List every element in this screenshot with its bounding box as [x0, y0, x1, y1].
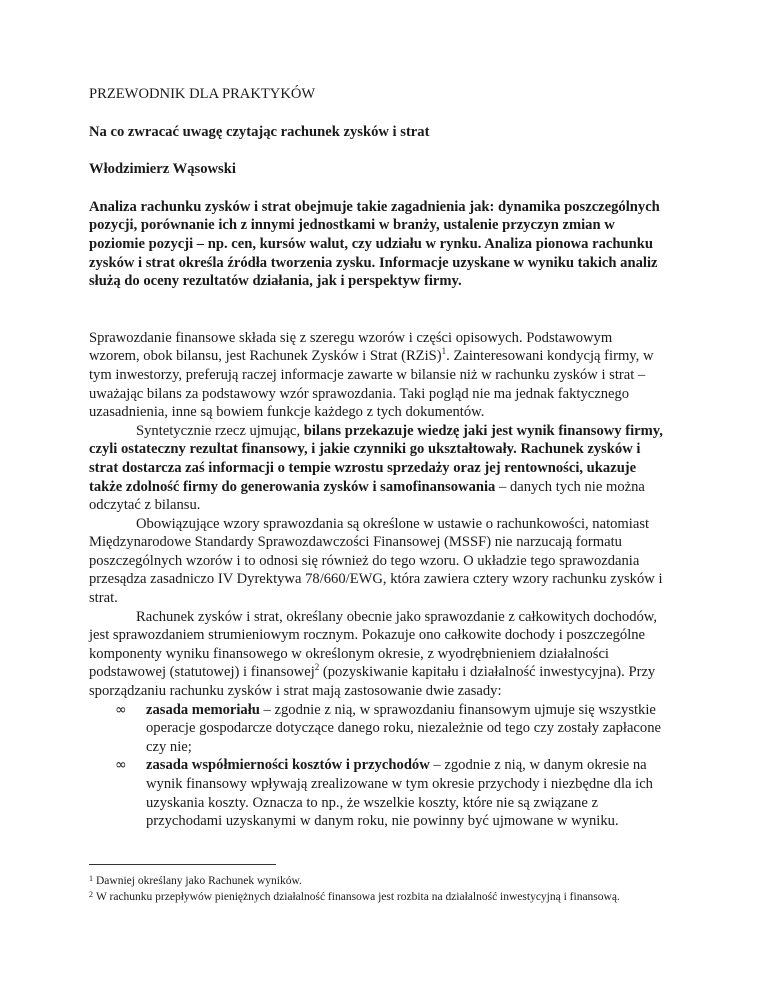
- footnotes: [89, 864, 689, 905]
- paragraph-1: [89, 329, 664, 422]
- principles-list: [89, 701, 664, 831]
- list-item-text: – zgodnie z nią, w sprawozdaniu finansowym ujmuje się wszystkie operacje gospodarcze dotyczące danego roku, niezależnie od tego czy zostały zapłacone czy nie;: [146, 701, 661, 755]
- footnote-ref-2[interactable]: 2: [314, 662, 320, 673]
- list-item: [115, 701, 664, 757]
- paragraph-4-text-a: Rachunek zysków i strat, określany obecnie jako sprawozdanie z całkowitych dochodów, jest sprawozdaniem strumieniowym rocznym. Pokazuje ono całkowite dochody i poszczególne komponenty wyniku finansowego w określonym okresie, z wyodrębnieniem działalności podstawowej (statutowej) i finansowej: [89, 608, 658, 681]
- section-header: PRZEWODNIK DLA PRAKTYKÓW: [89, 86, 316, 102]
- paragraph-1-text-b: . Zainteresowani kondycją firmy, w tym inwestorzy, preferują raczej informacje zawarte w bilansie niż w rachunku zysków i strat – uważając bilans za podstawowy wzór sprawozdania. Taki pogląd nie ma jednak faktycznego uzasadnienia, inne są bowiem funkcje każdego z tych dokumentów.: [89, 348, 654, 421]
- infinity-bullet-icon: ∞: [115, 701, 127, 718]
- paragraph-4: [89, 608, 664, 701]
- footnote-number: 1: [89, 874, 93, 883]
- abstract: Analiza rachunku zysków i strat obejmuje takie zagadnienia jak: dynamika poszczególnych pozycji, porównanie ich z innymi jednostkami w branży, ustalenie przyczyn zmian w poziomie pozycji – np. cen, kursów walut, czy udziału w rynku. Analiza pionowa rachunku zysków i strat określa źródła tworzenia zysku. Informacje uzyskane w wyniku takich analiz służą do oceny rezultatów działania, jak i perspektyw firmy.: [89, 198, 660, 290]
- paragraph-2-text-a: Syntetycznie rzecz ujmując,: [136, 422, 304, 439]
- footnote-divider: [89, 864, 276, 865]
- footnote-ref-1[interactable]: 1: [441, 346, 447, 357]
- infinity-bullet-icon: ∞: [115, 757, 127, 774]
- footnote-2: [89, 889, 689, 905]
- paragraph-2-text-c: – danych tych nie można odczytać z bilansu.: [89, 478, 645, 514]
- footnote-text: Dawniej określany jako Rachunek wyników.: [96, 875, 302, 887]
- paragraph-1-text-a: Sprawozdanie finansowe składa się z szeregu wzorów i części opisowych. Podstawowym wzorem, obok bilansu, jest Rachunek Zysków i Strat (RZiS): [89, 329, 613, 365]
- article-title: Na co zwracać uwagę czytając rachunek zysków i strat: [89, 123, 430, 140]
- list-item-text: – zgodnie z nią, w danym okresie na wynik finansowy wpływają zrealizowane w tym okresie przychody i niezbędne dla ich uzyskania koszty. Oznacza to np., że wszelkie koszty, które nie są związane z przychodami uzyskanymi w danym roku, nie powinny być ujmowane w wyniku.: [146, 757, 653, 830]
- footnote-number: 2: [89, 890, 93, 899]
- author-name: Włodzimierz Wąsowski: [89, 161, 236, 178]
- footnote-text: W rachunku przepływów pieniężnych działalność finansowa jest rozbita na działalność inwestycyjną i finansową.: [96, 891, 620, 903]
- list-item-bold: zasada memoriału: [146, 701, 260, 718]
- footnote-1: [89, 873, 689, 889]
- paragraph-2: [89, 422, 664, 515]
- list-item-bold: zasada współmierności kosztów i przychodów: [146, 757, 430, 774]
- paragraph-3: Obowiązujące wzory sprawozdania są określone w ustawie o rachunkowości, natomiast Międzynarodowe Standardy Sprawozdawczości Finansowej (MSSF) nie narzucają formatu poszczególnych wzorów i to odnosi się również do tego wzoru. O układzie tego sprawozdania przesądza zasadniczo IV Dyrektywa 78/660/EWG, która zawiera cztery wzory rachunku zysków i strat.: [89, 515, 663, 607]
- paragraph-4-text-b: (pozyskiwanie kapitału i działalność inwestycyjna). Przy sporządzaniu rachunku zysków i strat mają zastosowanie dwie zasady:: [89, 664, 656, 700]
- list-item: [115, 756, 664, 830]
- paragraph-2-bold: bilans przekazuje wiedzę jaki jest wynik finansowy firmy, czyli ostateczny rezultat finansowy, i jakie czynniki go ukształtowały. Rachunek zysków i strat dostarcza zaś informacji o tempie wzrostu sprzedaży oraz jej rentowności, ukazuje także zdolność firmy do generowania zysków i samofinansowania: [89, 422, 663, 495]
